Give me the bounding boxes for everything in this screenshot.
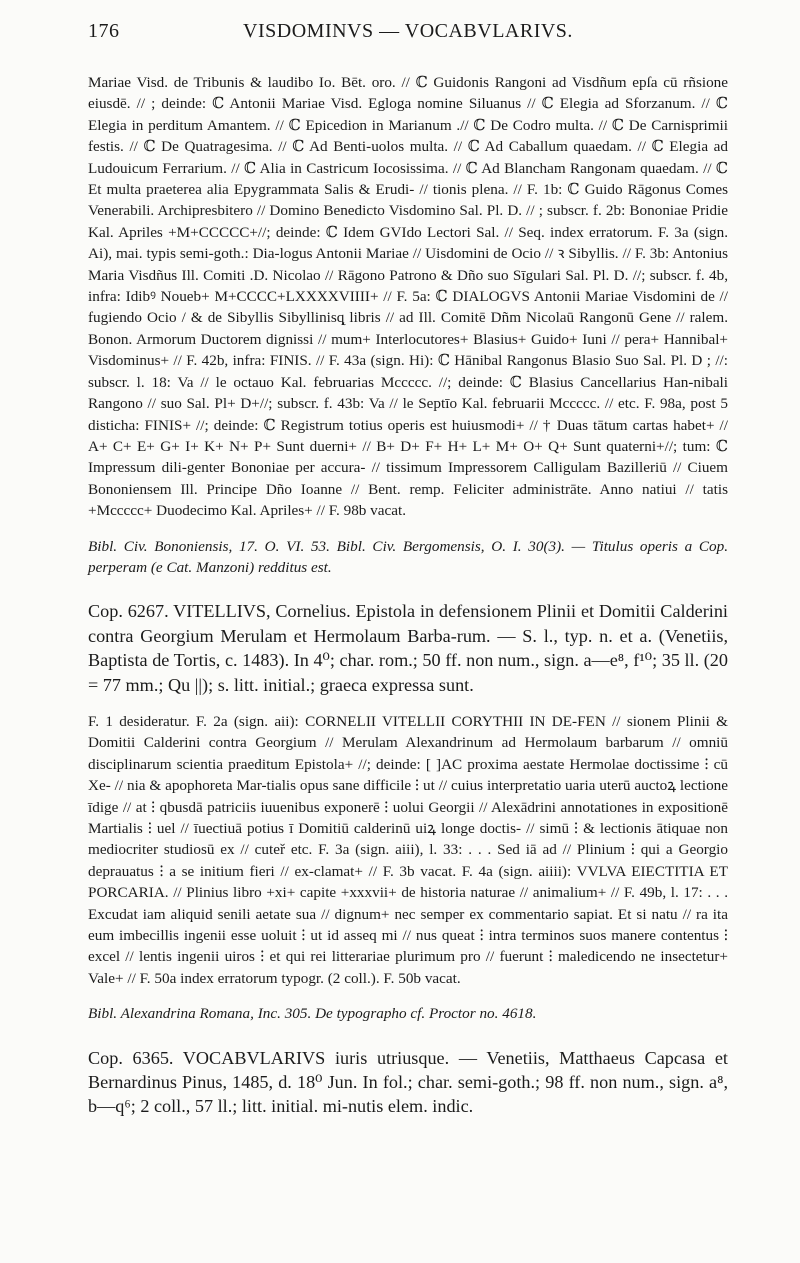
page-body: [88, 72, 728, 1119]
entry-heading: Cop. 6365. VOCABVLARIVS iuris utriusque. — Venetiis, Matthaeus Capcasa et Bernardinus Pinus, 1485, d. 18⁰ Jun. In fol.; char. semi-goth.; 98 ff. non num., sign. a⁸, b—q⁶; 2 coll., 57 ll.; litt. initial. mi-nutis elem. indic.: [88, 1047, 728, 1117]
running-title: VISDOMINVS — VOCABVLARIVS.: [243, 20, 573, 42]
library-holdings: Bibl. Alexandrina Romana, Inc. 305. De typographo cf. Proctor no. 4618.: [88, 1005, 537, 1023]
library-holdings: Bibl. Civ. Bononiensis, 17. O. VI. 53. Bibl. Civ. Bergomensis, O. I. 30(3). — Titulus operis a Cop. perperam (e Cat. Manzoni) redditus est.: [88, 537, 728, 576]
entry-description: F. 1 desideratur. F. 2a (sign. aii): CORNELII VITELLII CORYTHII IN DE-FEN // sionem Plinii & Domitii Calderini contra Georgium // Merulam Alexandrinum ad Hermolaum barbarum // omniū disciplinarum scientia praeditum Epistola+ //; deinde: [ ]AC proxima aestate Hermolae doctissime ⁝ cū Xe- // nia & apophoreta Mar-tialis opus sane difficile ⁝ ut // cuius interpretatio uaria uterū auctoꝝ lectione īdige // at ⁝ qbusdā patriciis iuuenibus exponerē ⁝ uolui Georgii // Alexādrini annotationes in expositionē Martialis ⁝ uel // īuectiuā potius ī Domitiū calderinū uiꝝ longe doctis- // simū ⁝ & lectionis ātiquae non mediocriter studiosū ex // cuteř etc. F. 3a (sign. aiii), l. 33: . . . Sed iā ad // Plinium ⁝ qui a Georgio deprauatus ⁝ a se initium fieri // ex-clamat+ // F. 3b vacat. F. 4a (sign. aiiii): VVLVA EIECTITIA ET PORCARIA. // Plinius libro +xi+ capite +xxxvii+ de historia naturae // animalium+ // F. 49b, l. 17: . . . Excudat iam aliquid senili aetate sua // dignum+ nec semper ex commentario sapiat. Et si natu // ra ita eum imbecillis ingenii esse uoluit ⁝ ut id asseq mi // nus queat ⁝ intra terminos suos manere contentus ⁝ excel // lentis ingenii uiros ⁝ et qui rei litterariae plurimum pro // fuerunt ⁝ maledicendo ne insectetur+ Vale+ // F. 50a index erratorum typogr. (2 coll.). F. 50b vacat.: [88, 712, 728, 987]
page-number: 176: [88, 20, 120, 42]
entry-heading: Cop. 6267. VITELLIVS, Cornelius. Epistola in defensionem Plinii et Domitii Calderini contra Georgium Merulam et Hermolaum Barba-rum. — S. l., typ. n. et a. (Venetiis, Baptista de Tortis, c. 1483). In 4⁰; char. rom.; 50 ff. non num., sign. a—e⁸, f¹⁰; 35 ll. (20 = 77 mm.; Qu ||); s. litt. initial.; graeca expressa sunt.: [88, 601, 728, 695]
entry-description: Mariae Visd. de Tribunis & laudibo Io. Bēt. oro. // ℂ Guidonis Rangoni ad Visdñum epſa cū rñsione eiusdē. // ; deinde: ℂ Antonii Mariae Visd. Egloga nomine Siluanus // ℂ Elegia ad Sforzanum. // ℂ Elegia in perditum Amantem. // ℂ Epicedion in Marianum .// ℂ De Codro multa. // ℂ De Carnisprimii festis. // ℂ De Quatragesima. // ℂ Ad Benti-uolos multa. // ℂ Ad Caballum quaedam. // ℂ Elegia ad Ludouicum Ferrarium. // ℂ Alia in Castricum Iocosissima. // ℂ Ad Blancham Rangonam quaedam. // ℂ Et multa praeterea alia Epygrammata Salis & Erudi- // tionis plena. // F. 1b: ℂ Guido Rāgonus Comes Venerabili. Archipresbitero // Domino Benedicto Visdomino Sal. Pl. D. // ; subscr. f. 2b: Bononiae Pridie Kal. Apriles +M+CCCCC+//; deinde: ℂ Idem GVIdo Lectori Sal. // Seq. index erratorum. F. 3a (sign. Ai), mai. typis semi-goth.: Dia-logus Antonii Mariae // Uisdomini de Ocio // ꝛ Sibyllis. // F. 3b: Antonius Maria Visdñus Ill. Comiti .D. Nicolao // Rāgono Patrono & Dño suo Sīgulari Sal. Pl. D. //; subscr. f. 4b, infra: Idibꝰ Noueb+ M+CCCC+LXXXXVIIII+ // F. 5a: ℂ DIALOGVS Antonii Mariae Visdomini de // fugiendo Ocio / & de Sibyllis Sibyllinisq̨ libris // ad Ill. Comitē Dñm Nicolaū Rangonū Gene // ralem. Bonon. Armorum Ductorem dignissi // mum+ Interlocutores+ Blasius+ Guido+ Iuni // pera+ Hannibal+ Visdominus+ // F. 42b, infra: FINIS. // F. 43a (sign. Hi): ℂ Hānibal Rangonus Blasio Suo Sal. Pl. D ; //: subscr. l. 18: Va // le octauo Kal. februarias Mccccc. //; deinde: ℂ Blasius Cancellarius Han-nibali Rangono // suo Sal. Pl+ D+//; subscr. f. 43b: Va // le Septīo Kal. februarii Mccccc. // etc. F. 98a, post 5 disticha: FINIS+ //; deinde: ℂ Registrum totius operis est huiusmodi+ // † Duas tātum cartas habet+ // A+ C+ E+ G+ I+ K+ N+ P+ Sunt duerni+ // B+ D+ F+ H+ L+ M+ O+ Q+ Sunt quaterni+//; tum: ℂ Impressum dili-genter Bononiae per accura- // tissimum Impressorem Calligulam Bazilleriū // Ciuem Bononiensem Ill. Principe Dño Ioanne // Bent. remp. Feliciter administrāte. Anno natiui // tatis +Mccccc+ Duodecimo Kal. Apriles+ // F. 98b vacat.: [88, 74, 728, 520]
page-header: [88, 20, 728, 50]
